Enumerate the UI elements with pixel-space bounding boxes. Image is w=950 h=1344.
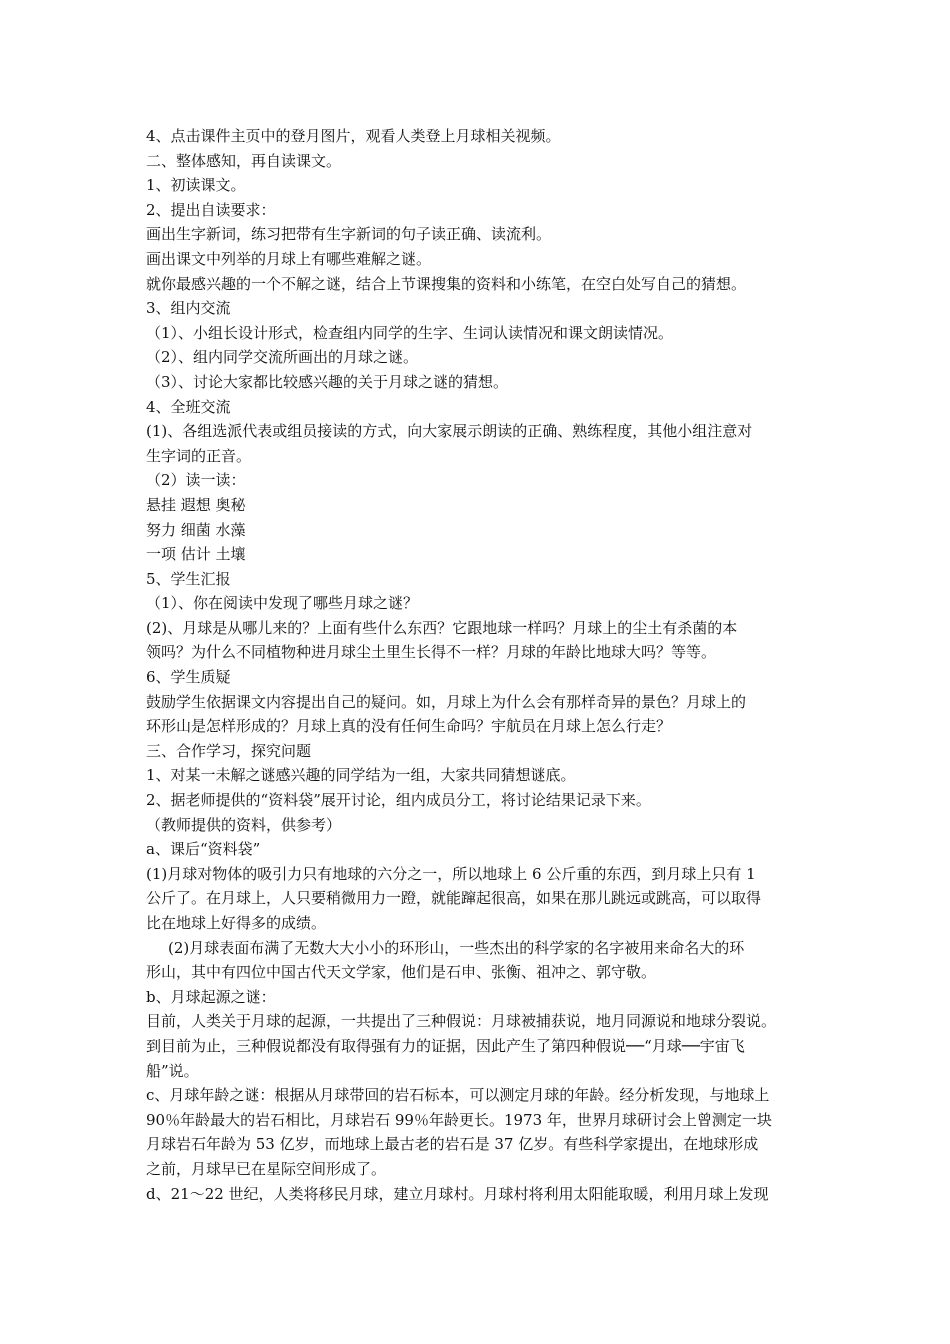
text-line: 90％年龄最大的岩石相比，月球岩石 99％年龄更长。1973 年，世界月球研讨会上曾测定一块: [146, 1110, 772, 1129]
text-line: 悬挂 遐想 奥秘: [146, 495, 246, 514]
text-line: c、月球年龄之谜：根据从月球带回的岩石标本，可以测定月球的年龄。经分析发现，与地球上: [146, 1086, 770, 1105]
text-line: 就你最感兴趣的一个不解之谜，结合上节课搜集的资料和小练笔，在空白处写自己的猜想。: [146, 274, 747, 293]
text-line: （教师提供的资料，供参考）: [146, 815, 342, 834]
text-line: （2）读一读：: [146, 471, 246, 490]
text-line: 三、合作学习，探究问题: [146, 741, 312, 760]
text-line: （3）、讨论大家都比较感兴趣的关于月球之谜的猜想。: [146, 372, 509, 391]
text-line: 比在地球上好得多的成绩。: [146, 914, 327, 932]
text-line: 1、初读课文。: [146, 176, 246, 195]
text-line: （2）、组内同学交流所画出的月球之谜。: [146, 348, 419, 367]
text-line: 5、学生汇报: [146, 569, 231, 588]
text-line: 领吗？为什么不同植物种进月球尘土里生长得不一样？月球的年龄比地球大吗？等等。: [146, 643, 717, 662]
text-line: 4、点击课件主页中的登月图片，观看人类登上月球相关视频。: [146, 127, 561, 145]
text-line: 画出生字新词，练习把带有生字新词的句子读正确、读流利。: [146, 225, 552, 244]
text-line: 3、组内交流: [146, 299, 231, 318]
text-line: 4、全班交流: [146, 397, 231, 416]
text-line: （1）、小组长设计形式，检查组内同学的生字、生词认读情况和课文朗读情况。: [146, 323, 674, 342]
text-line: d、21～22 世纪，人类将移民月球，建立月球村。月球村将利用太阳能取暖，利用月球上发现: [146, 1184, 769, 1203]
text-line: (2)月球表面布满了无数大大小小的环形山，一些杰出的科学家的名字被用来命名大的环: [168, 938, 745, 957]
text-line: 鼓励学生依据课文内容提出自己的疑问。如，月球上为什么会有那样奇异的景色？月球上的: [146, 692, 747, 711]
text-line: 2、据老师提供的“资料袋”展开讨论，组内成员分工，将讨论结果记录下来。: [146, 791, 651, 810]
text-line: 6、学生质疑: [146, 668, 231, 687]
text-line: (1)月球对物体的吸引力只有地球的六分之一，所以地球上 6 公斤重的东西，到月球上只有 1: [146, 864, 756, 883]
text-line: 公斤了。在月球上，人只要稍微用力一蹬，就能蹿起很高，如果在那儿跳远或跳高，可以取得: [146, 889, 762, 908]
text-line: a、课后“资料袋”: [146, 840, 261, 859]
text-line: (1)、各组选派代表或组员接读的方式，向大家展示朗读的正确、熟练程度，其他小组注意对: [146, 422, 753, 441]
text-line: 目前，人类关于月球的起源，一共提出了三种假说：月球被捕获说，地月同源说和地球分裂说。: [146, 1012, 777, 1031]
text-line: 1、对某一未解之谜感兴趣的同学结为一组，大家共同猜想谜底。: [146, 766, 576, 785]
text-line: b、月球起源之谜：: [146, 987, 276, 1006]
text-line: 船”说。: [146, 1061, 199, 1080]
text-line: 一项 估计 土壤: [146, 545, 246, 564]
text-line: 努力 细菌 水藻: [146, 520, 246, 539]
text-line: 月球岩石年龄为 53 亿岁，而地球上最古老的岩石是 37 亿岁。有些科学家提出，在地球形成: [146, 1135, 759, 1154]
text-line: 形山，其中有四位中国古代天文学家，他们是石申、张衡、祖冲之、郭守敬。: [146, 963, 657, 982]
text-line: 之前，月球早已在星际空间形成了。: [146, 1159, 387, 1178]
text-line: 二、整体感知，再自读课文。: [146, 151, 342, 170]
document-body: [146, 124, 818, 1206]
text-line: （1）、你在阅读中发现了哪些月球之谜？: [146, 594, 419, 613]
text-line: 画出课文中列举的月球上有哪些难解之谜。: [146, 249, 432, 268]
text-line: 生字词的正音。: [146, 446, 252, 465]
text-line: 2、提出自读要求：: [146, 200, 276, 219]
text-line: 到目前为止，三种假说都没有取得强有力的证据，因此产生了第四种假说──“月球──宇宙飞: [146, 1036, 745, 1055]
text-line: (2)、月球是从哪儿来的？上面有些什么东西？它跟地球一样吗？月球上的尘土有杀菌的本: [146, 618, 738, 637]
text-line: 环形山是怎样形成的？月球上真的没有任何生命吗？宇航员在月球上怎么行走？: [146, 717, 672, 736]
